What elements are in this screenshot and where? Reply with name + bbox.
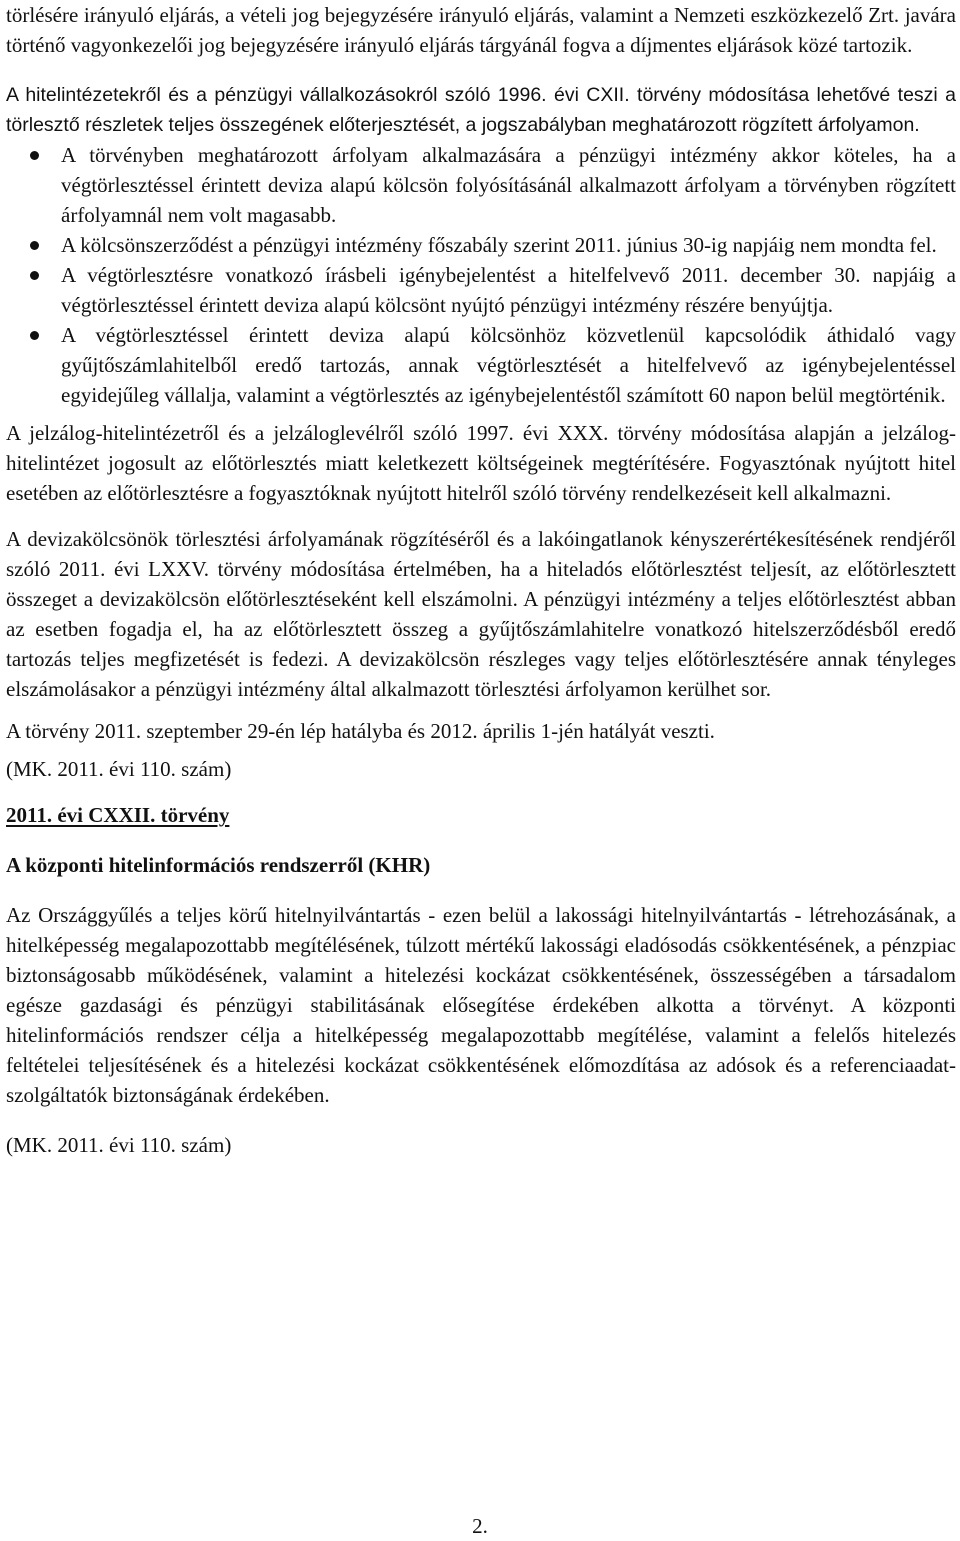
law-subtitle: A központi hitelinformációs rendszerről (KHR): [6, 853, 431, 877]
paragraph-khr: Az Országgyűlés a teljes körű hitelnyilvántartás - ezen belül a lakossági hitelnyilvántartás - létrehozásának, a hitelképesség megalapozottabb megítélésének, túlzott mértékű lakossági eladósodás csökkentésének, a pénzpiac biztonságosabb működésének, valamint a hitelezési kockázat csökkentésének, összességében a társadalom egésze gazdasági és pénzügyi stabilitásának elősegítése érdekében alkotta a törvényt. A központi hitelinformációs rendszer célja a hitelképesség megalapozottabb megítélése, valamint a felelős hitelezés feltételei teljesítésének és a hitelezési kockázat csökkentésének előmozdítása az adósok és a referenciaadat-szolgáltatók biztonságának érdekében.: [6, 903, 956, 1107]
paragraph-devizakolcson: A devizakölcsönök törlesztési árfolyamának rögzítéséről és a lakóingatlanok kényszerértékesítésének rendjéről szóló 2011. évi LXXV. törvény módosítása értelmében, ha a hiteladós előtörlesztést teljesít, az előtörlesztett összeget a devizakölcsön előtörlesztéseként kell elszámolni. A pénzügyi intézmény a teljes előtörlesztést abban az esetben fogadja el, ha az előtörlesztett összeg a gyűjtőszámlahitelre vonatkozó hitelszerződésből eredő tartozás teljes megfizetését is fedezi. A devizakölcsön részleges vagy teljes előtörlesztésére annak tényleges elszámolásakor a pénzügyi intézmény által alkalmazott törlesztési árfolyamon kerülhet sor.: [6, 527, 956, 701]
law-title: 2011. évi CXXII. törvény: [6, 803, 230, 827]
bullet-item: A végtörlesztéssel érintett deviza alapú kölcsönhöz közvetlenül kapcsolódik áthidaló vagy gyűjtőszámlahitelből eredő tartozás, annak végtörlesztését a hitelfelvevő az igénybejelentéssel egyidejűleg vállalja, valamint a végtörlesztés az igénybejelentéstől számított 60 napon belül megtörténik.: [6, 320, 956, 410]
page-number: 2.: [472, 1514, 488, 1538]
bullet-item: A törvényben meghatározott árfolyam alkalmazására a pénzügyi intézmény akkor köteles, ha a végtörlesztéssel érintett deviza alapú kölcsön folyósításánál alkalmazott árfolyam a törvényben rögzített árfolyamnál nem volt magasabb.: [6, 140, 956, 230]
bullet-dot-icon: [30, 241, 39, 250]
reference-gazette-1: (MK. 2011. évi 110. szám): [6, 757, 232, 781]
document-page: [6, 0, 956, 1160]
paragraph-jelzalog: A jelzálog-hitelintézetről és a jelzáloglevélről szóló 1997. évi XXX. törvény módosítása alapján a jelzálog-hitelintézet jogosult az előtörlesztés miatt keletkezett költségeinek megtérítésére. Fogyasztónak nyújtott hitel esetében az előtörlesztésre a fogyasztóknak nyújtott hitelről szóló törvény rendelkezéseit kell alkalmazni.: [6, 421, 956, 505]
paragraph-top: törlésére irányuló eljárás, a vételi jog bejegyzésére irányuló eljárás, valamint a Nemzeti eszközkezelő Zrt. javára történő vagyonkezelői jog bejegyzésére irányuló eljárás tárgyánál fogva a díjmentes eljárások közé tartozik.: [6, 3, 956, 57]
bullet-dot-icon: [30, 331, 39, 340]
reference-gazette-2: (MK. 2011. évi 110. szám): [6, 1133, 232, 1157]
bullet-item: A végtörlesztésre vonatkozó írásbeli igénybejelentést a hitelfelvevő 2011. december 30. napjáig a végtörlesztéssel érintett deviza alapú kölcsönt nyújtó pénzügyi intézmény részére benyújtja.: [6, 260, 956, 320]
bullet-dot-icon: [30, 151, 39, 160]
bullet-item: A kölcsönszerződést a pénzügyi intézmény főszabály szerint 2011. június 30-ig napjáig nem mondta fel.: [6, 230, 956, 260]
paragraph-hitelintezet-modositas: A hitelintézetekről és a pénzügyi vállalkozásokról szóló 1996. évi CXII. törvény módosítása lehetővé teszi a törlesztő részletek teljes összegének előterjesztését, a jogszabályban meghatározott rögzített árfolyamon.: [6, 84, 956, 136]
bullet-dot-icon: [30, 271, 39, 280]
bullet-list: [6, 140, 956, 410]
paragraph-hatalyba: A törvény 2011. szeptember 29-én lép hatályba és 2012. április 1-jén hatályát veszti.: [6, 719, 715, 743]
